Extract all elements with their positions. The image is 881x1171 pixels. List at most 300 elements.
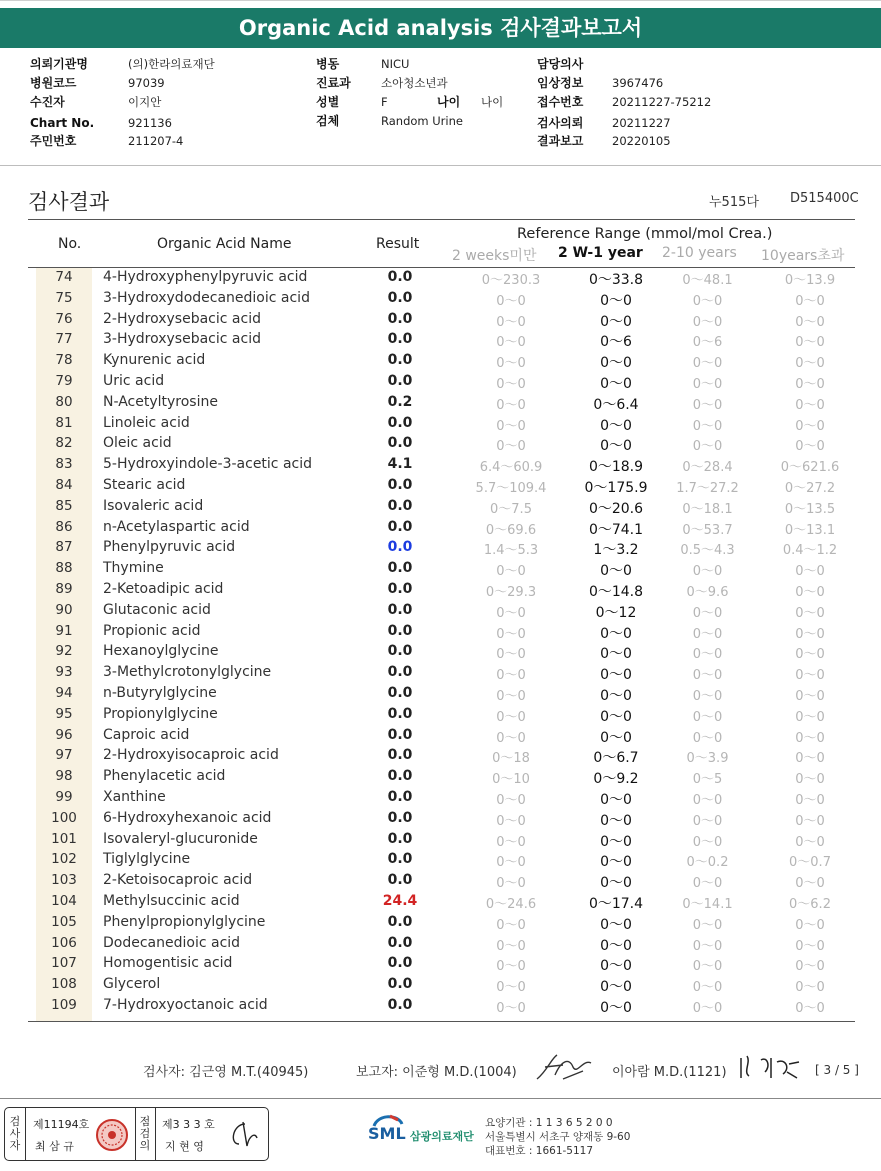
range-under-2w: 0～0	[496, 709, 526, 725]
range-2-10y: 0～0	[692, 564, 723, 580]
row-number: 92	[55, 643, 73, 660]
range-2-10y: 0～0	[692, 813, 723, 829]
header-no: No.	[58, 236, 82, 252]
range-over-10y: 0～0	[795, 876, 825, 892]
acid-name: Phenylpyruvic acid	[103, 539, 236, 556]
range-2-10y: 0～0	[692, 793, 723, 808]
info-value: F	[381, 95, 388, 109]
info-label: 수진자	[30, 95, 65, 109]
range-2-10y: 0～0	[692, 876, 723, 892]
range-under-2w: 0～0	[496, 834, 526, 850]
range-2w-1y: 0～0	[600, 812, 632, 829]
row-number: 99	[55, 789, 73, 805]
range-under-2w: 0～0	[496, 293, 526, 309]
range-over-10y: 0～0	[795, 689, 825, 704]
range-2-10y: 0～0	[692, 626, 723, 642]
patient-info-col3	[537, 55, 837, 155]
range-over-10y: 0～0	[795, 668, 825, 684]
table-row	[0, 269, 881, 290]
table-top-border	[28, 219, 855, 220]
range-2w-1y: 0～12	[595, 604, 637, 621]
range-2w-1y: 0～175.9	[584, 480, 648, 496]
table-row	[0, 914, 881, 935]
result-value: 0.0	[387, 601, 413, 618]
doctor-signature: 이아람 M.D.(1121)	[612, 1065, 727, 1080]
range-2-10y: 0～0	[692, 605, 723, 621]
row-number: 83	[55, 456, 73, 473]
range-under-2w: 0～24.6	[485, 897, 537, 912]
acid-name: 2-Hydroxyisocaproic acid	[103, 747, 279, 764]
acid-name: Dodecanedioic acid	[103, 934, 241, 951]
range-over-10y: 0～0	[795, 730, 825, 746]
result-value: 0.0	[387, 310, 413, 327]
acid-name: Isovaleryl-glucuronide	[103, 830, 258, 847]
table-row	[0, 810, 881, 831]
acid-name: 2-Hydroxysebacic acid	[103, 310, 261, 327]
range-2-10y: 0～0	[692, 730, 723, 746]
range-under-2w: 0～0	[496, 314, 526, 330]
range-2w-1y: 0～0	[600, 979, 632, 996]
row-number: 82	[55, 435, 73, 452]
table-row	[0, 997, 881, 1018]
row-number: 91	[55, 622, 73, 639]
result-value: 0.0	[387, 477, 413, 493]
result-value: 0.0	[387, 414, 413, 431]
table-row	[0, 539, 881, 560]
row-number: 105	[51, 913, 77, 930]
info-label: 의뢰기관명	[30, 57, 88, 71]
info-value: 20220105	[612, 134, 671, 148]
row-number: 74	[55, 269, 73, 285]
info-label: 성별	[316, 95, 340, 109]
reviewer-license: 제3 3 3 호	[162, 1118, 215, 1131]
row-number: 103	[51, 872, 77, 889]
test-code: D515400C	[790, 191, 859, 206]
range-2w-1y: 0～0	[600, 854, 632, 871]
range-2-10y: 0～0	[692, 293, 723, 309]
info-label: 결과보고	[537, 134, 584, 148]
range-2-10y: 0～9.6	[686, 585, 729, 600]
result-value: 0.0	[387, 435, 413, 452]
range-2-10y: 0～0	[692, 938, 723, 954]
acid-name: Linoleic acid	[103, 414, 190, 431]
range-2-10y: 0～0	[692, 439, 723, 455]
info-label: 병동	[316, 57, 340, 71]
result-value: 0.0	[387, 747, 413, 764]
acid-name: 5-Hydroxyindole-3-acetic acid	[103, 456, 313, 473]
result-value: 0.0	[387, 269, 413, 285]
acid-name: Uric acid	[103, 373, 165, 389]
tester-signature: 검사자: 김근영 M.T.(40945)	[143, 1065, 309, 1080]
acid-name: Kynurenic acid	[103, 352, 206, 369]
table-row	[0, 872, 881, 893]
range-over-10y: 0～0	[795, 439, 825, 455]
result-value: 0.0	[387, 664, 413, 681]
acid-name: 3-Hydroxysebacic acid	[103, 331, 261, 348]
range-under-2w: 6.4～60.9	[479, 460, 543, 476]
table-row	[0, 602, 881, 623]
info-label: 병원코드	[30, 76, 77, 90]
result-value: 0.0	[387, 955, 413, 972]
subheader-over-10y: 10years초과	[761, 248, 845, 264]
row-number: 76	[55, 310, 73, 327]
range-over-10y: 0～13.5	[784, 501, 836, 517]
subheader-2-10y: 2-10 years	[662, 245, 737, 261]
table-row	[0, 831, 881, 852]
range-under-2w: 0～0	[496, 938, 526, 954]
result-value: 0.0	[387, 705, 413, 722]
table-row	[0, 976, 881, 997]
table-row	[0, 685, 881, 706]
acid-name: Phenylpropionylglycine	[103, 913, 266, 930]
info-label: 진료과	[316, 76, 351, 90]
range-over-10y: 0～0	[795, 314, 825, 330]
range-under-2w: 0～18	[492, 751, 530, 767]
result-value: 0.0	[387, 331, 413, 348]
age-value: 나이	[481, 95, 504, 109]
result-value: 0.0	[387, 913, 413, 930]
report-title: Organic Acid analysis 검사결과보고서	[0, 8, 881, 48]
acid-name: N-Acetyltyrosine	[103, 393, 218, 410]
info-value: 20211227-75212	[612, 95, 712, 109]
range-over-10y: 0～13.1	[784, 522, 836, 538]
acid-name: 3-Methylcrotonylglycine	[103, 664, 272, 681]
doctor-handwritten-signature	[737, 1052, 803, 1082]
acid-name: 2-Ketoadipic acid	[103, 581, 224, 597]
range-over-10y: 0～0	[795, 377, 825, 392]
acid-name: 2-Ketoisocaproic acid	[103, 872, 253, 889]
red-seal-icon	[95, 1118, 129, 1152]
table-row	[0, 373, 881, 394]
range-2-10y: 0～53.7	[682, 522, 733, 538]
row-number: 109	[51, 997, 77, 1013]
range-under-2w: 0～7.5	[490, 501, 532, 517]
range-over-10y: 0～0	[795, 980, 825, 996]
info-value: 921136	[128, 116, 172, 130]
row-number: 104	[51, 893, 77, 909]
range-over-10y: 0～0	[795, 605, 825, 621]
range-2-10y: 0～0	[692, 980, 723, 996]
range-under-2w: 0～0	[496, 418, 526, 434]
range-2w-1y: 0～0	[600, 833, 632, 850]
result-value: 0.2	[387, 393, 413, 410]
table-row	[0, 727, 881, 748]
insurance-code: 누515다	[709, 195, 759, 210]
info-label: 임상정보	[537, 76, 584, 90]
range-over-10y: 0～13.9	[784, 273, 836, 288]
table-row	[0, 935, 881, 956]
range-2-10y: 0～0	[692, 959, 723, 975]
table-row	[0, 331, 881, 352]
range-under-2w: 0～0	[496, 917, 526, 933]
row-number: 95	[55, 705, 73, 722]
range-under-2w: 0～0	[496, 689, 526, 704]
result-value: 24.4	[382, 893, 418, 909]
range-under-2w: 0～0	[496, 668, 526, 684]
patient-info-col2	[316, 55, 526, 155]
range-over-10y: 0～0	[795, 1001, 825, 1016]
range-over-10y: 0～0.7	[789, 855, 831, 871]
row-number: 93	[55, 664, 73, 681]
range-2w-1y: 0～33.8	[588, 272, 644, 288]
result-value: 0.0	[387, 872, 413, 889]
footer-line: 요양기관 : 1 1 3 6 5 2 0 0	[485, 1117, 613, 1129]
range-2w-1y: 0～0	[600, 625, 632, 642]
range-2-10y: 0～48.1	[682, 273, 733, 288]
range-2-10y: 0～0	[692, 314, 723, 330]
range-under-2w: 0～0	[496, 626, 526, 642]
range-over-10y: 0～0	[795, 813, 825, 829]
range-2w-1y: 0～17.4	[588, 896, 644, 912]
range-over-10y: 0～0	[795, 418, 825, 434]
table-row	[0, 664, 881, 685]
acid-name: n-Acetylaspartic acid	[103, 518, 250, 535]
footer-line: 서울특별시 서초구 양재동 9-60	[485, 1131, 631, 1143]
range-2w-1y: 1～3.2	[593, 542, 639, 559]
range-2w-1y: 0～0	[600, 417, 632, 434]
patient-info-col1	[30, 55, 320, 155]
table-row	[0, 623, 881, 644]
result-value: 0.0	[387, 497, 413, 514]
info-value: 이지안	[128, 95, 162, 109]
table-row	[0, 893, 881, 914]
range-under-2w: 0～0	[496, 855, 526, 871]
range-2w-1y: 0～0	[600, 313, 632, 330]
row-number: 86	[55, 518, 73, 535]
range-2-10y: 0～0	[692, 1001, 723, 1016]
range-2-10y: 0～0	[692, 668, 723, 684]
table-row	[0, 519, 881, 540]
acid-name: Thymine	[103, 560, 164, 577]
table-row	[0, 955, 881, 976]
range-2-10y: 0～0	[692, 689, 723, 704]
row-number: 101	[51, 830, 77, 847]
result-value: 0.0	[387, 539, 413, 556]
row-number: 89	[55, 581, 73, 597]
result-value: 0.0	[387, 997, 413, 1013]
range-over-10y: 0～0	[795, 709, 825, 725]
range-over-10y: 0～0	[795, 793, 825, 808]
range-2-10y: 0～3.9	[686, 751, 729, 767]
result-value: 0.0	[387, 518, 413, 535]
result-value: 0.0	[387, 726, 413, 743]
table-row	[0, 706, 881, 727]
acid-name: Stearic acid	[103, 477, 186, 493]
result-value: 0.0	[387, 289, 413, 306]
tester-vertical-label: 검사자	[9, 1115, 21, 1152]
range-over-10y: 0～0	[795, 834, 825, 850]
range-under-2w: 0～0	[496, 439, 526, 455]
result-value: 0.0	[387, 934, 413, 951]
range-under-2w: 1.4～5.3	[483, 543, 539, 559]
row-number: 96	[55, 726, 73, 743]
range-under-2w: 0～10	[492, 772, 530, 788]
range-under-2w: 0～0	[496, 335, 526, 351]
range-over-10y: 0～0	[795, 626, 825, 642]
range-2w-1y: 0～0	[600, 355, 632, 372]
range-2-10y: 0.5～4.3	[680, 543, 735, 559]
result-value: 0.0	[387, 581, 413, 597]
range-under-2w: 0～0	[496, 377, 526, 392]
info-value: 3967476	[612, 76, 664, 90]
range-over-10y: 0～0	[795, 917, 825, 933]
acid-name: n-Butyrylglycine	[103, 685, 217, 701]
acid-name: 3-Hydroxydodecanedioic acid	[103, 289, 310, 306]
acid-name: Isovaleric acid	[103, 497, 204, 514]
info-label: 검체	[316, 114, 340, 128]
range-under-2w: 0～0	[496, 813, 526, 829]
result-value: 0.0	[387, 352, 413, 369]
result-value: 0.0	[387, 685, 413, 701]
row-number: 85	[55, 497, 73, 514]
acid-name: Phenylacetic acid	[103, 768, 226, 785]
header-name: Organic Acid Name	[157, 236, 292, 252]
range-under-2w: 0～0	[496, 1001, 526, 1016]
row-number: 107	[51, 955, 77, 972]
tester-license: 제11194호	[33, 1118, 90, 1131]
info-label: 접수번호	[537, 95, 584, 109]
range-over-10y: 0.4～1.2	[782, 543, 838, 559]
row-number: 77	[55, 331, 73, 348]
table-row	[0, 435, 881, 456]
subheader-under-2w: 2 weeks미만	[452, 248, 537, 264]
row-number: 79	[55, 373, 73, 389]
subheader-2w-1y: 2 W-1 year	[558, 245, 643, 261]
range-2w-1y: 0～0	[600, 376, 632, 392]
range-under-2w: 0～0	[496, 980, 526, 996]
range-over-10y: 0～0	[795, 293, 825, 309]
footer-line: 대표번호 : 1661-5117	[485, 1145, 594, 1157]
result-value: 0.0	[387, 560, 413, 577]
range-2-10y: 0～0	[692, 356, 723, 372]
table-row	[0, 290, 881, 311]
table-row	[0, 789, 881, 810]
header-result: Result	[376, 236, 420, 252]
reporter-handwritten-signature	[533, 1049, 595, 1083]
range-over-10y: 0～0	[795, 647, 825, 663]
range-over-10y: 0～0	[795, 772, 825, 788]
range-2-10y: 0～0	[692, 709, 723, 725]
range-under-2w: 0～230.3	[481, 273, 541, 288]
table-bottom-border	[28, 1021, 855, 1022]
table-row	[0, 560, 881, 581]
acid-name: 7-Hydroxyoctanoic acid	[103, 997, 268, 1013]
range-2w-1y: 0～6.4	[593, 396, 639, 413]
range-2w-1y: 0～74.1	[588, 521, 644, 538]
acid-name: Oleic acid	[103, 435, 172, 452]
range-2-10y: 0～0.2	[686, 855, 729, 871]
row-number: 100	[51, 809, 77, 826]
range-2w-1y: 0～0	[600, 916, 632, 933]
row-number: 78	[55, 352, 73, 369]
range-over-10y: 0～27.2	[784, 481, 836, 496]
row-number: 87	[55, 539, 73, 556]
range-under-2w: 0～0	[496, 647, 526, 663]
range-2w-1y: 0～0	[600, 875, 632, 892]
row-number: 106	[51, 934, 77, 951]
reporter-signature: 보고자: 이준형 M.D.(1004)	[356, 1065, 517, 1080]
range-under-2w: 0～0	[496, 564, 526, 580]
range-over-10y: 0～0	[795, 564, 825, 580]
sml-logo-text: SML	[368, 1124, 406, 1143]
table-row	[0, 498, 881, 519]
range-2w-1y: 0～0	[600, 937, 632, 954]
info-label: 담당의사	[537, 57, 584, 71]
range-2-10y: 0～14.1	[682, 897, 733, 912]
table-row	[0, 415, 881, 436]
range-under-2w: 0～0	[496, 730, 526, 746]
row-number: 102	[51, 851, 77, 868]
range-under-2w: 0～0	[496, 397, 526, 413]
table-row	[0, 352, 881, 373]
range-2-10y: 0～0	[692, 377, 723, 392]
range-over-10y: 0～0	[795, 397, 825, 413]
range-over-10y: 0～6.2	[789, 897, 831, 912]
info-label: Chart No.	[30, 116, 95, 130]
sml-org-name: 삼광의료재단	[410, 1130, 474, 1143]
range-under-2w: 0～69.6	[485, 522, 537, 538]
acid-name: Propionic acid	[103, 622, 201, 639]
section-title: 검사결과	[28, 190, 110, 214]
range-2-10y: 0～0	[692, 834, 723, 850]
range-2w-1y: 0～0	[600, 667, 632, 684]
range-2-10y: 1.7～27.2	[676, 481, 739, 496]
result-value: 0.0	[387, 851, 413, 868]
table-row	[0, 581, 881, 602]
range-2w-1y: 0～6	[600, 334, 632, 351]
acid-name: 4-Hydroxyphenylpyruvic acid	[103, 269, 308, 285]
result-value: 0.0	[387, 768, 413, 785]
table-row	[0, 311, 881, 332]
range-2-10y: 0～0	[692, 418, 723, 434]
row-number: 108	[51, 976, 77, 993]
row-number: 90	[55, 601, 73, 618]
acid-name: Xanthine	[103, 789, 166, 805]
row-number: 80	[55, 393, 73, 410]
table-header-border	[28, 267, 855, 268]
age-label: 나이	[437, 95, 461, 109]
range-under-2w: 5.7～109.4	[475, 481, 547, 496]
table-row	[0, 456, 881, 477]
range-2w-1y: 0～9.2	[593, 771, 639, 788]
range-2w-1y: 0～6.7	[593, 750, 639, 767]
range-2w-1y: 0～0	[600, 1000, 632, 1016]
range-2w-1y: 0～18.9	[588, 459, 644, 476]
range-over-10y: 0～0	[795, 356, 825, 372]
range-2w-1y: 0～0	[600, 688, 632, 704]
table-row	[0, 851, 881, 872]
info-value: 211207-4	[128, 134, 184, 148]
range-2-10y: 0～0	[692, 917, 723, 933]
info-value: Random Urine	[381, 114, 463, 128]
row-number: 75	[55, 289, 73, 306]
range-2-10y: 0～0	[692, 397, 723, 413]
result-value: 0.0	[387, 830, 413, 847]
range-over-10y: 0～0	[795, 938, 825, 954]
acid-name: Hexanoylglycine	[103, 643, 219, 660]
range-over-10y: 0～0	[795, 335, 825, 351]
row-number: 97	[55, 747, 73, 764]
range-2-10y: 0～0	[692, 647, 723, 663]
info-value: 97039	[128, 76, 165, 90]
range-2-10y: 0～28.4	[682, 460, 733, 476]
range-2w-1y: 0～0	[600, 958, 632, 975]
range-under-2w: 0～29.3	[485, 585, 537, 600]
info-value: 20211227	[612, 116, 671, 130]
acid-name: Propionylglycine	[103, 705, 218, 722]
acid-name: Caproic acid	[103, 726, 190, 743]
range-2-10y: 0～6	[692, 335, 723, 351]
